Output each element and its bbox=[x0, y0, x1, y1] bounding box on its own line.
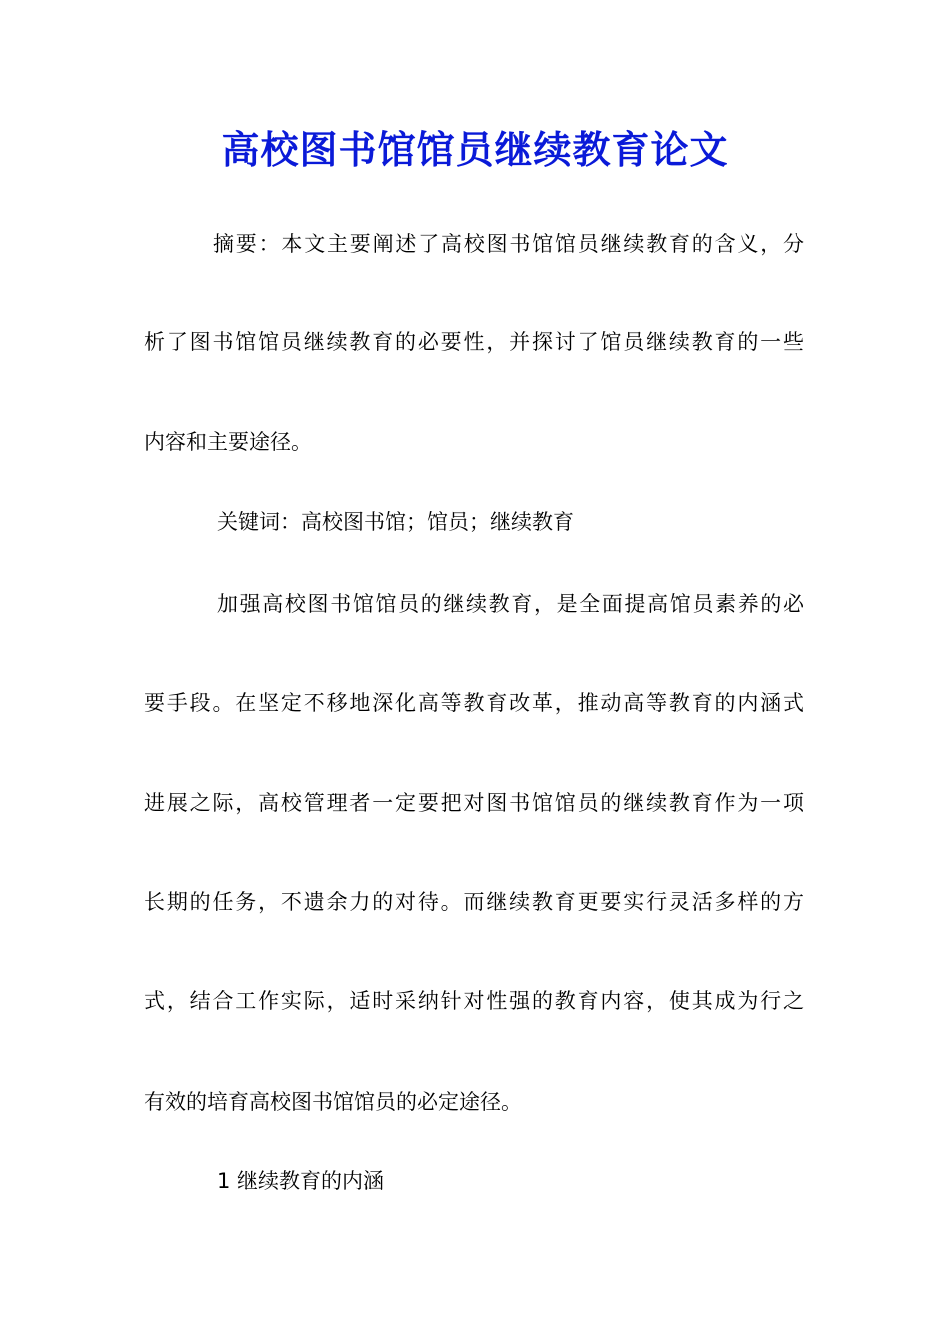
section-heading: 1 继续教育的内涵 bbox=[217, 1169, 385, 1193]
intro-line-6: 有效的培育高校图书馆馆员的必定途径。 bbox=[144, 1090, 522, 1114]
document-title: 高校图书馆馆员继续教育论文 bbox=[221, 127, 729, 172]
intro-line-4: 长期的任务，不遗余力的对待。而继续教育更要实行灵活多样的方 bbox=[144, 890, 804, 914]
intro-line-3: 进展之际，高校管理者一定要把对图书馆馆员的继续教育作为一项 bbox=[144, 791, 804, 815]
intro-line-5: 式，结合工作实际，适时采纳针对性强的教育内容，使其成为行之 bbox=[144, 989, 804, 1013]
intro-line-1: 加强高校图书馆馆员的继续教育，是全面提高馆员素养的必 bbox=[217, 592, 804, 616]
intro-line-2: 要手段。在坚定不移地深化高等教育改革，推动高等教育的内涵式 bbox=[144, 691, 804, 715]
abstract-line-3: 内容和主要途径。 bbox=[144, 430, 312, 454]
abstract-line-1: 摘要：本文主要阐述了高校图书馆馆员继续教育的含义，分 bbox=[213, 232, 804, 256]
keywords-line: 关键词：高校图书馆；馆员；继续教育 bbox=[217, 510, 574, 534]
abstract-line-2: 析了图书馆馆员继续教育的必要性，并探讨了馆员继续教育的一些 bbox=[144, 330, 804, 354]
